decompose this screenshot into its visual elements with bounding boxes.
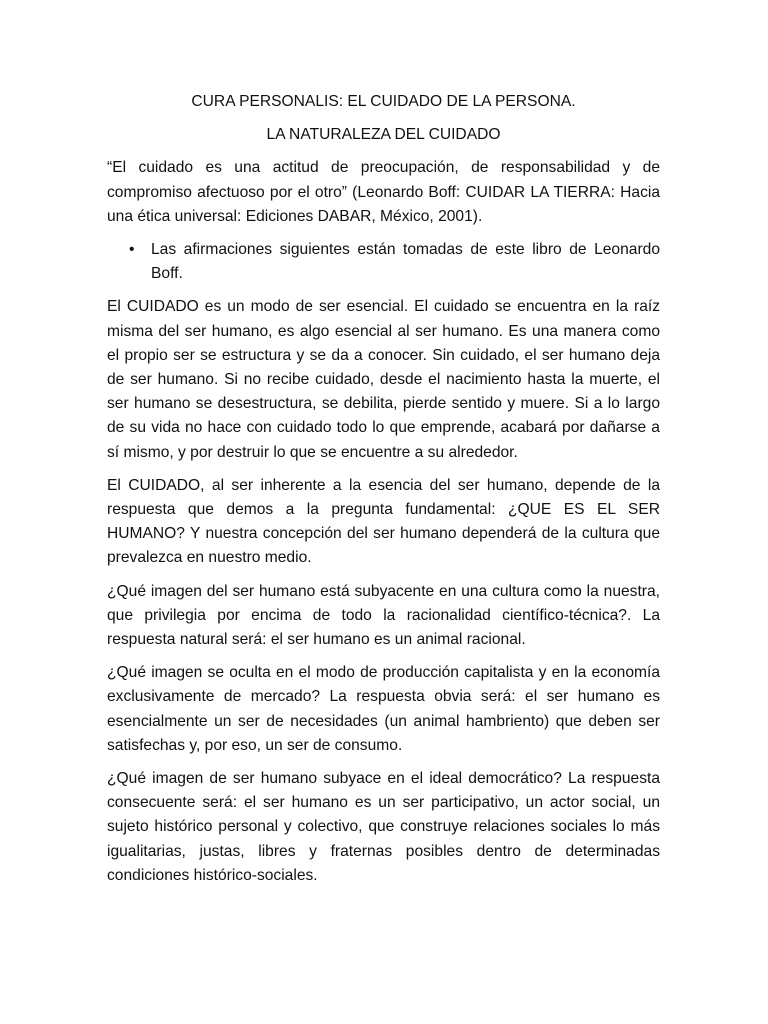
quote-paragraph: “El cuidado es una actitud de preocupación, de responsabilidad y de compromiso afectuoso por el otro” (Leonardo Boff: CUIDAR LA TIERRA: Hacia una ética universal: Ediciones DABAR, México, 2001). (107, 159, 660, 225)
paragraph-cuidado-esencial: El CUIDADO es un modo de ser esencial. El cuidado se encuentra en la raíz misma del ser humano, es algo esencial al ser humano. Es una manera como el propio ser se estructura y se da a conocer. Sin cuidado, el ser humano deja de ser humano. Si no recibe cuidado, desde el nacimiento hasta la muerte, el ser humano se desestructura, se debilita, pierde sentido y muere. Si a lo largo de su vida no hace con cuidado todo lo que emprende, acabará por dañarse a sí mismo, y por destruir lo que se encuentre a su alrededor. (107, 298, 660, 461)
bullet-icon: • (129, 241, 135, 259)
document-subtitle: LA NATURALEZA DEL CUIDADO (266, 126, 501, 144)
paragraph-imagen-racional: ¿Qué imagen del ser humano está subyacente en una cultura como la nuestra, que privilegia por encima de todo la racionalidad científico-técnica?. La respuesta natural será: el ser humano es un animal racional. (107, 582, 660, 649)
document-title: CURA PERSONALIS: EL CUIDADO DE LA PERSONA. (191, 93, 576, 110)
bullet-text: Las afirmaciones siguientes están tomadas de este libro de Leonardo Boff. (151, 241, 660, 283)
bullet-list (107, 238, 660, 286)
paragraph-imagen-democratica: ¿Qué imagen de ser humano subyace en el ideal democrático? La respuesta consecuente será: el ser humano es un ser participativo, un actor social, un sujeto histórico personal y colectivo, que construye relaciones sociales lo más igualitarias, justas, libres y fraternas posibles dentro de determinadas condiciones histórico-sociales. (107, 770, 660, 884)
bullet-item (107, 238, 660, 286)
document-page (107, 90, 660, 897)
paragraph-cuidado-inherente: El CUIDADO, al ser inherente a la esencia del ser humano, depende de la respuesta que demos a la pregunta fundamental: ¿QUE ES EL SER HUMANO? Y nuestra concepción del ser humano dependerá de la cultura que prevalezca en nuestro medio. (107, 476, 660, 567)
paragraph-imagen-capitalista: ¿Qué imagen se oculta en el modo de producción capitalista y en la economía exclusivamente de mercado? La respuesta obvia será: el ser humano es esencialmente un ser de necesidades (un animal hambriento) que deben ser satisfechas y, por eso, un ser de consumo. (107, 664, 660, 754)
